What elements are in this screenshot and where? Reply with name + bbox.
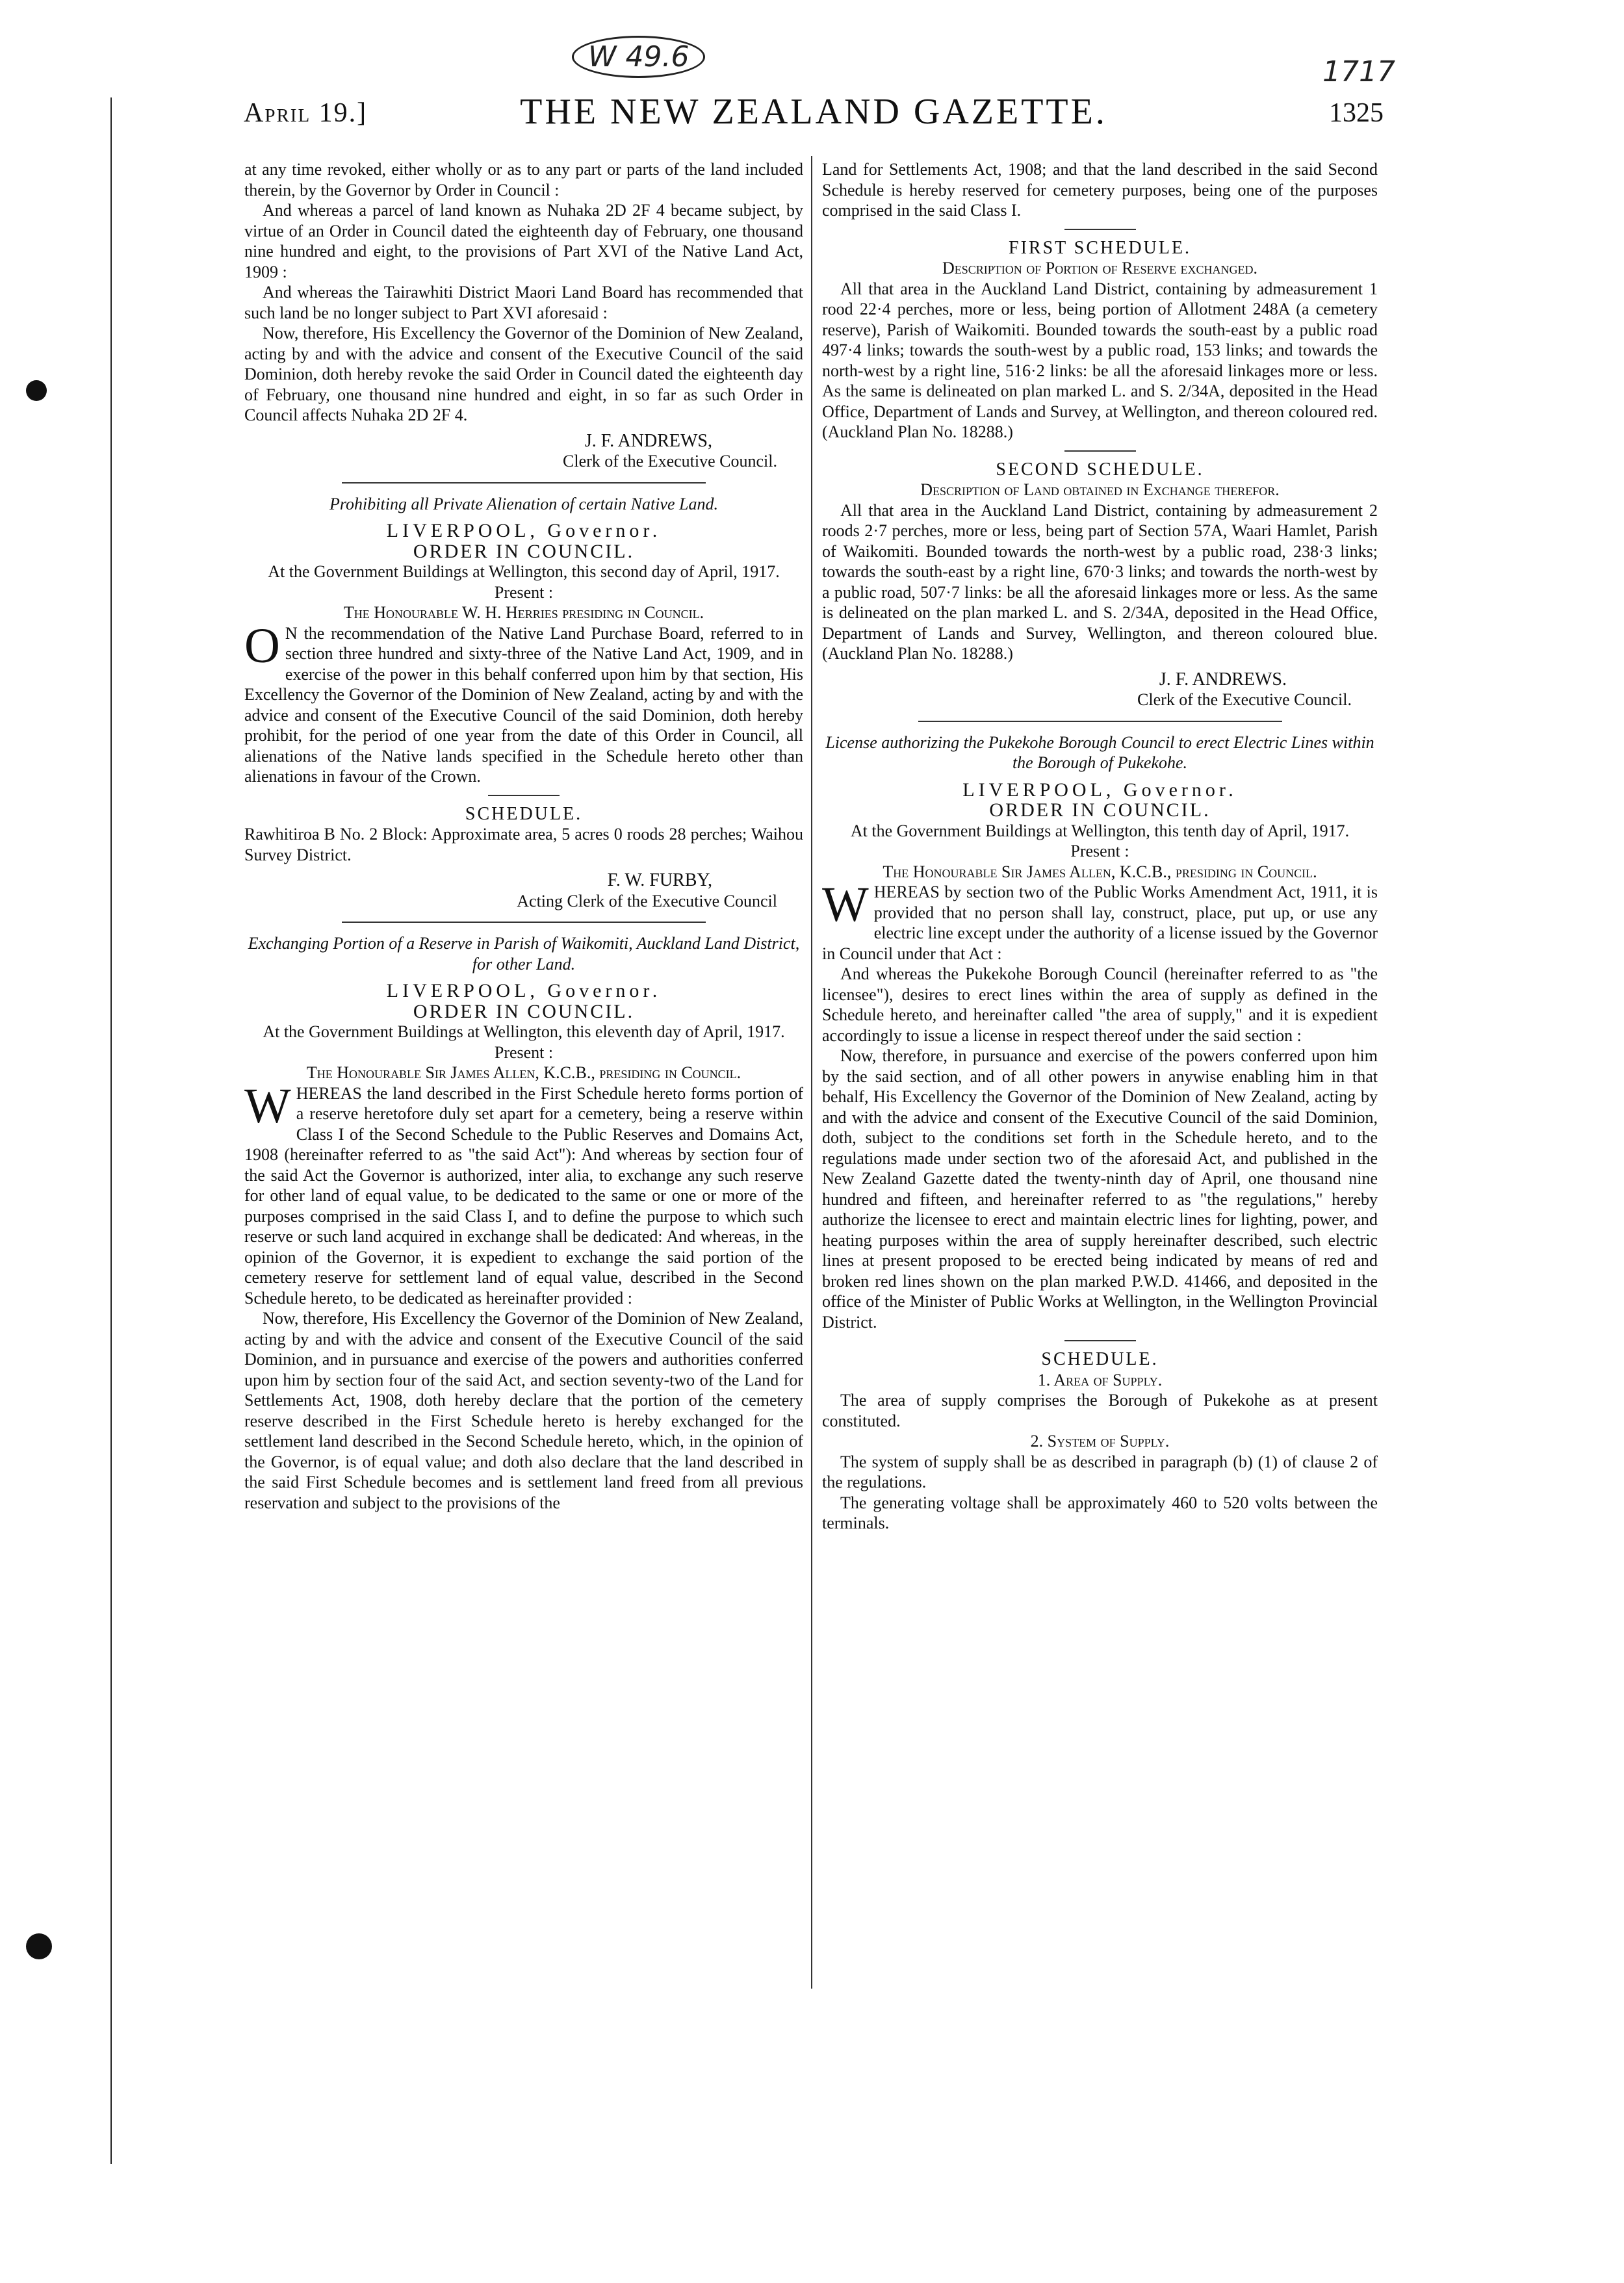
schedule-item-body: The system of supply shall be as described in paragraph (b) (1) of clause 2 of the regulations. — [822, 1452, 1378, 1491]
short-rule — [1064, 1340, 1136, 1341]
schedule-body: Rawhitiroa B No. 2 Block: Approximate area, 5 acres 0 roods 28 perches; Waihou Survey District. — [244, 825, 803, 864]
paragraph: Now, therefore, in pursuance and exercise of the powers conferred upon him by the said section, and of all other powers in anywise enabling him in that behalf, His Excellency the Governor of the Dominion of New Zealand, acting by and with the advice and consent of the Executive Council of the said Dominion, doth, subject to the conditions set forth in the Schedule hereto, and to the regulations made under section two of the aforesaid Act, and published in the New Zealand Gazette dated the twenty-ninth day of April, one thousand nine hundred and fifteen, and hereinafter referred to as "the regulations," hereby authorize the licensee to erect and maintain electric lines for lighting, power, and heating purposes within the area of supply hereinafter described, such electric lines at present proposed to be erected being indicated by means of red and broken red lines shown on the plan marked P.W.D. 41466, and deposited in the office of the Minister of Public Works at Wellington, in the Wellington Provincial District. — [822, 1046, 1378, 1332]
section-rule — [918, 721, 1282, 722]
short-rule — [1064, 229, 1136, 230]
issue-date: April 19.] — [244, 98, 368, 128]
schedule-title: FIRST SCHEDULE. — [1009, 237, 1191, 258]
archive-stamp: W 49.6 — [572, 36, 705, 78]
signatory-name: F. W. FURBY, — [607, 870, 712, 890]
paragraph: And whereas the Pukekohe Borough Council (hereinafter referred to as "the licensee"), desires to erect lines within the area of supply as defined in the Schedule hereto, and hereinafter called "the area of supply," and it is expedient accordingly to issue a license in respect thereof under the said section : — [822, 964, 1378, 1045]
section-rule — [342, 482, 706, 484]
present-label: Present : — [494, 1042, 554, 1062]
order-heading: ORDER IN COUNCIL. — [413, 1000, 635, 1022]
paragraph: Land for Settlements Act, 1908; and that the land described in the said Second Schedule is hereby reserved for cemetery purposes, being one of the purposes comprised in the said Class I. — [822, 160, 1378, 220]
governor-heading: LIVERPOOL, Governor. — [962, 779, 1237, 801]
column-divider — [811, 156, 812, 1989]
order-heading: ORDER IN COUNCIL. — [413, 540, 635, 562]
schedule-title: SCHEDULE. — [1041, 1349, 1159, 1369]
gazette-title: THE NEW ZEALAND GAZETTE. — [520, 92, 1107, 132]
signatory-title: Clerk of the Executive Council. — [563, 452, 777, 471]
order-heading: ORDER IN COUNCIL. — [989, 799, 1211, 821]
paragraph: And whereas a parcel of land known as Nuhaka 2D 2F 4 became subject, by virtue of an Order in Council dated the eighteenth day of February, one thousand nine hundred and eight, to the provisions of Part XVI of the Native Land Act, 1909 : — [244, 201, 803, 281]
section-rule — [342, 922, 706, 923]
left-column — [244, 159, 803, 1513]
schedule-subtitle: Description of Land obtained in Exchange therefor. — [920, 480, 1280, 499]
schedule-item-body: The area of supply comprises the Borough of Pukekohe as at present constituted. — [822, 1391, 1378, 1430]
paragraph: Now, therefore, His Excellency the Governor of the Dominion of New Zealand, acting by and with the advice and consent of the Executive Council of the said Dominion, and in pursuance and exercise of the powers and authorities conferred upon him by section four of the said Act, and section seventy-two of the Land for Settlements Act, 1908, doth hereby declare that the portion of the cemetery reserve described in the First Schedule hereto is hereby exchanged for the settlement land described in the Second Schedule hereto, which, in the opinion of the Governor, is of equal value; and doth also declare that the land described in the said First Schedule becomes and is settlement land freed from all previous reservation and subject to the provisions of the — [244, 1309, 803, 1512]
signatory-name: J. F. ANDREWS, — [584, 430, 712, 451]
presiding-line: The Honourable W. H. Herries presiding in Council. — [343, 603, 704, 622]
margin-rule — [110, 97, 112, 2164]
schedule-body: All that area in the Auckland Land District, containing by admeasurement 2 roods 2·7 perches, more or less, being part of Section 57A, Waari Hamlet, Parish of Waikomiti. Bounded towards the north-west by a public road, 238·3 links; towards the south-east by a right line, 670·3 links; and towards the north-west by a public road, 507·7 links: be all the aforesaid linkages more or less. As the same is delineated on the plan marked L. and S. 2/34A, deposited in the Head Office, Department of Lands and Survey, Wellington, and thereon coloured blue. (Auckland Plan No. 18288.) — [822, 500, 1378, 663]
drop-cap: O — [244, 618, 280, 673]
present-label: Present : — [1070, 842, 1129, 860]
schedule-subtitle: Description of Portion of Reserve exchanged. — [942, 259, 1258, 277]
present-label: Present : — [494, 582, 554, 602]
schedule-item-title: 2. System of Supply. — [1030, 1432, 1170, 1451]
schedule-body: All that area in the Auckland Land District, containing by admeasurement 1 rood 22·4 perches, more or less, being portion of Allotment 248A (a cemetery reserve), Parish of Waikomiti. Bounded towards the south-east by a public road 497·4 links; towards the south-west by a public road, 153 links; and towards the north-west by a right line, 516·2 links: be all the aforesaid linkages more or less. As the same is delineated on plan marked L. and S. 2/34A, deposited in the Head Office, Department of Lands and Survey, at Wellington, and thereon coloured red. (Auckland Plan No. 18288.) — [822, 279, 1378, 441]
short-rule — [1064, 450, 1136, 452]
signatory-name: J. F. ANDREWS. — [1159, 669, 1287, 690]
schedule-title: SCHEDULE. — [465, 803, 583, 824]
schedule-item-title: 1. Area of Supply. — [1037, 1370, 1163, 1389]
governor-heading: LIVERPOOL, Governor. — [386, 980, 662, 1001]
governor-heading: LIVERPOOL, Governor. — [386, 520, 662, 541]
section-title: Exchanging Portion of a Reserve in Parish of Waikomiti, Auckland Land District, for other Land. — [248, 934, 800, 974]
handwritten-reference: 1717 — [1322, 55, 1395, 88]
order-body: WHEREAS the land described in the First Schedule hereto forms portion of a reserve heretofore duly set apart for a cemetery, being a reserve within Class I of the Second Schedule to the Public Reserves and Domains Act, 1908 (hereinafter referred to as "the said Act"): And whereas by section four of the said Act the Governor is authorized, inter alia, to exchange any such reserve for other land of equal value, to be dedicated to the same or one or more of the purposes comprised in the said Class I, and to define the purpose to which such reserve or such land acquired in exchange shall be dedicated: And whereas, in the opinion of the Governor, it is expedient to exchange the said portion of the cemetery reserve for settlement land of equal value, described in the Second Schedule hereto, to be dedicated as hereinafter provided : — [244, 1078, 803, 1308]
signatory-title: Acting Clerk of the Executive Council — [517, 891, 777, 910]
presiding-line: The Honourable Sir James Allen, K.C.B., presiding in Council. — [883, 862, 1317, 881]
section-title: License authorizing the Pukekohe Borough Council to erect Electric Lines within the Borough of Pukekohe. — [825, 732, 1374, 772]
order-place-date: At the Government Buildings at Wellington, this second day of April, 1917. — [268, 562, 780, 581]
schedule-title: SECOND SCHEDULE. — [996, 459, 1204, 480]
drop-cap: W — [822, 877, 869, 932]
short-rule — [488, 795, 560, 796]
paragraph: at any time revoked, either wholly or as to any part or parts of the land included therein, by the Governor by Order in Council : — [244, 160, 803, 200]
order-place-date: At the Government Buildings at Wellington, this eleventh day of April, 1917. — [263, 1022, 785, 1041]
schedule-item-body: The generating voltage shall be approximately 460 to 520 volts between the terminals. — [822, 1493, 1378, 1532]
paragraph: Now, therefore, His Excellency the Governor of the Dominion of New Zealand, acting by and with the advice and consent of the Executive Council of the said Dominion, doth hereby revoke the said Order in Council dated the eighteenth day of February, one thousand nine hundred and eight, in so far as such Order in Council affects Nuhaka 2D 2F 4. — [244, 324, 803, 424]
order-body: WHEREAS by section two of the Public Works Amendment Act, 1911, it is provided that no person shall lay, construct, place, put up, or use any electric line except under the authority of a license issued by the Governor in Council under that Act : — [822, 877, 1378, 963]
page-header — [244, 91, 1384, 149]
right-column — [822, 159, 1378, 1534]
section-title: Prohibiting all Private Alienation of certain Native Land. — [329, 494, 718, 513]
paragraph: And whereas the Tairawhiti District Maori Land Board has recommended that such land be no longer subject to Part XVI aforesaid : — [244, 283, 803, 322]
signatory-title: Clerk of the Executive Council. — [1137, 690, 1352, 709]
drop-cap: W — [244, 1078, 291, 1133]
order-place-date: At the Government Buildings at Wellington, this tenth day of April, 1917. — [850, 821, 1350, 840]
page-number: 1325 — [1329, 98, 1384, 128]
presiding-line: The Honourable Sir James Allen, K.C.B., presiding in Council. — [306, 1063, 741, 1082]
order-body: O N the recommendation of the Native Land Purchase Board, referred to in section three hundred and sixty-three of the Native Land Act, 1909, and in exercise of the power in this behalf conferred upon him by that section, His Excellency the Governor of the Dominion of New Zealand, acting by and with the advice and consent of the Executive Council of the said Dominion, doth hereby prohibit, for the period of one year from the date of this Order in Council, all alienations of the Native lands specified in the Schedule hereto other than alienations in favour of the Crown. — [244, 618, 803, 786]
binding-hole — [26, 380, 47, 401]
binding-hole — [26, 1933, 52, 1959]
